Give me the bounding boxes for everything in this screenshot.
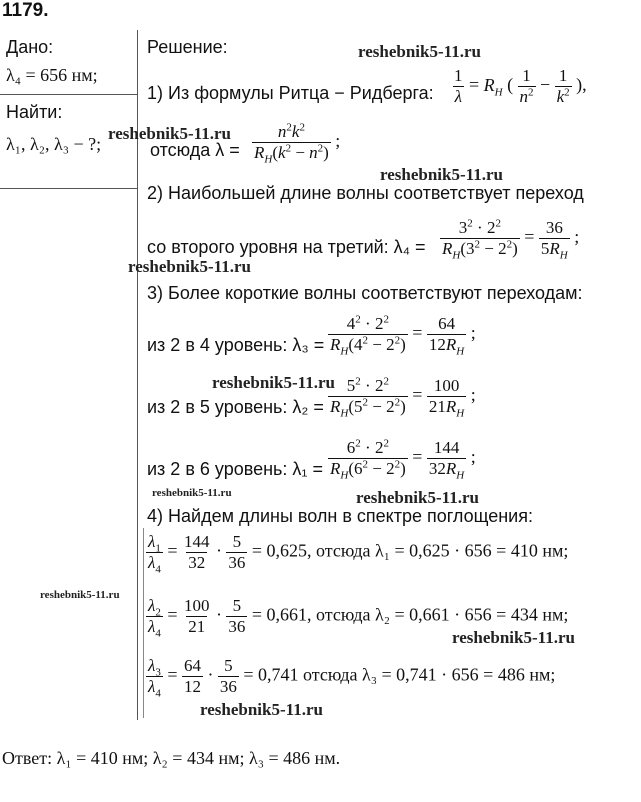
lambda-general-formula: $\frac{n^2k^2}{R_H(k^2 - n^2)}$ ;: [254, 121, 341, 166]
answer: Ответ: λ₁ = 410 нм; λ₂ = 434 нм; λ₃ = 486 нм.: [2, 748, 341, 768]
ratio1-formula: $\frac{\lambda_1}{\lambda_4}$ = $\frac{144}{32}$ · $\frac{5}{36}$ = 0,625, отсюда λ₁ = 0,625 · 656 = 410 нм;: [148, 532, 569, 576]
watermark: reshebnik5-11.ru: [358, 42, 481, 61]
watermark: reshebnik5-11.ru: [128, 257, 251, 276]
watermark: reshebnik5-11.ru: [200, 700, 323, 719]
solution-left-rule: [143, 528, 144, 718]
watermark: reshebnik5-11.ru: [380, 165, 503, 184]
step4-text: 4) Найдем длины волн в спектре поглощения:: [147, 506, 533, 526]
watermark: reshebnik5-11.ru: [212, 373, 335, 392]
watermark: reshebnik5-11.ru: [452, 628, 575, 647]
given-divider-top: [0, 94, 137, 95]
lambda2-formula: $\frac{5^2 \cdot 2^2}{R_H(5^2 - 2^2)}$ = $\frac{100}{21R_H}$ ;: [330, 375, 476, 420]
watermark: reshebnik5-11.ru: [356, 488, 479, 507]
lambda4-formula: $\frac{3^2 \cdot 2^2}{R_H(3^2 - 2^2)}$ = $\frac{36}{5R_H}$ ;: [442, 217, 580, 262]
find-header: Найти:: [6, 102, 63, 122]
step1-tail: отсюда λ =: [150, 140, 240, 160]
transition-2-4: из 2 в 4 уровень: λ₃ =: [147, 335, 325, 355]
given-value: λ₄ = 656 нм;: [6, 65, 98, 85]
watermark: reshebnik5-11.ru: [152, 487, 232, 499]
given-header: Дано:: [6, 37, 54, 57]
rydberg-formula: $\frac{1}{\lambda}$ = $R_H$ ( $\frac{1}{n^2}$ − $\frac{1}{k^2}$ ),: [454, 66, 587, 106]
ratio3-result: = 0,741 отсюда λ₃ = 0,741 · 656 = 486 нм;: [243, 664, 556, 685]
ratio3-formula: $\frac{\lambda_3}{\lambda_4}$ = $\frac{64}{12}$ · $\frac{5}{36}$ = 0,741 отсюда λ₃ = 0,741 · 656 = 486 нм;: [148, 656, 556, 700]
lambda1-formula: $\frac{6^2 \cdot 2^2}{R_H(6^2 - 2^2)}$ = $\frac{144}{32R_H}$ ;: [330, 437, 476, 482]
find-value: λ₁, λ₂, λ₃ − ?;: [6, 134, 102, 154]
transition-2-6: из 2 в 6 уровень: λ₁ =: [147, 459, 323, 479]
given-divider-bottom: [0, 188, 137, 189]
lambda3-formula: $\frac{4^2 \cdot 2^2}{R_H(4^2 - 2^2)}$ = $\frac{64}{12R_H}$ ;: [330, 313, 476, 358]
step2-line2: со второго уровня на третий: λ₄ =: [147, 237, 426, 257]
step2-text: 2) Наибольшей длине волны соответствует переход: [147, 183, 584, 203]
step1-text: 1) Из формулы Ритца − Ридберга:: [147, 83, 434, 103]
step3-text: 3) Более короткие волны соответствуют переходам:: [147, 283, 583, 303]
solution-header: Решение:: [147, 37, 228, 57]
problem-number: 1179.: [2, 0, 49, 21]
transition-2-5: из 2 в 5 уровень: λ₂ =: [147, 397, 324, 417]
ratio1-result: = 0,625, отсюда λ₁ = 0,625 · 656 = 410 нм;: [251, 540, 569, 561]
watermark: reshebnik5-11.ru: [108, 124, 231, 143]
ratio2-formula: $\frac{\lambda_2}{\lambda_4}$ = $\frac{100}{21}$ · $\frac{5}{36}$ = 0,661, отсюда λ₂ = 0,661 · 656 = 434 нм;: [148, 596, 569, 640]
watermark: reshebnik5-11.ru: [40, 589, 120, 601]
ratio2-result: = 0,661, отсюда λ₂ = 0,661 · 656 = 434 нм;: [251, 604, 569, 625]
